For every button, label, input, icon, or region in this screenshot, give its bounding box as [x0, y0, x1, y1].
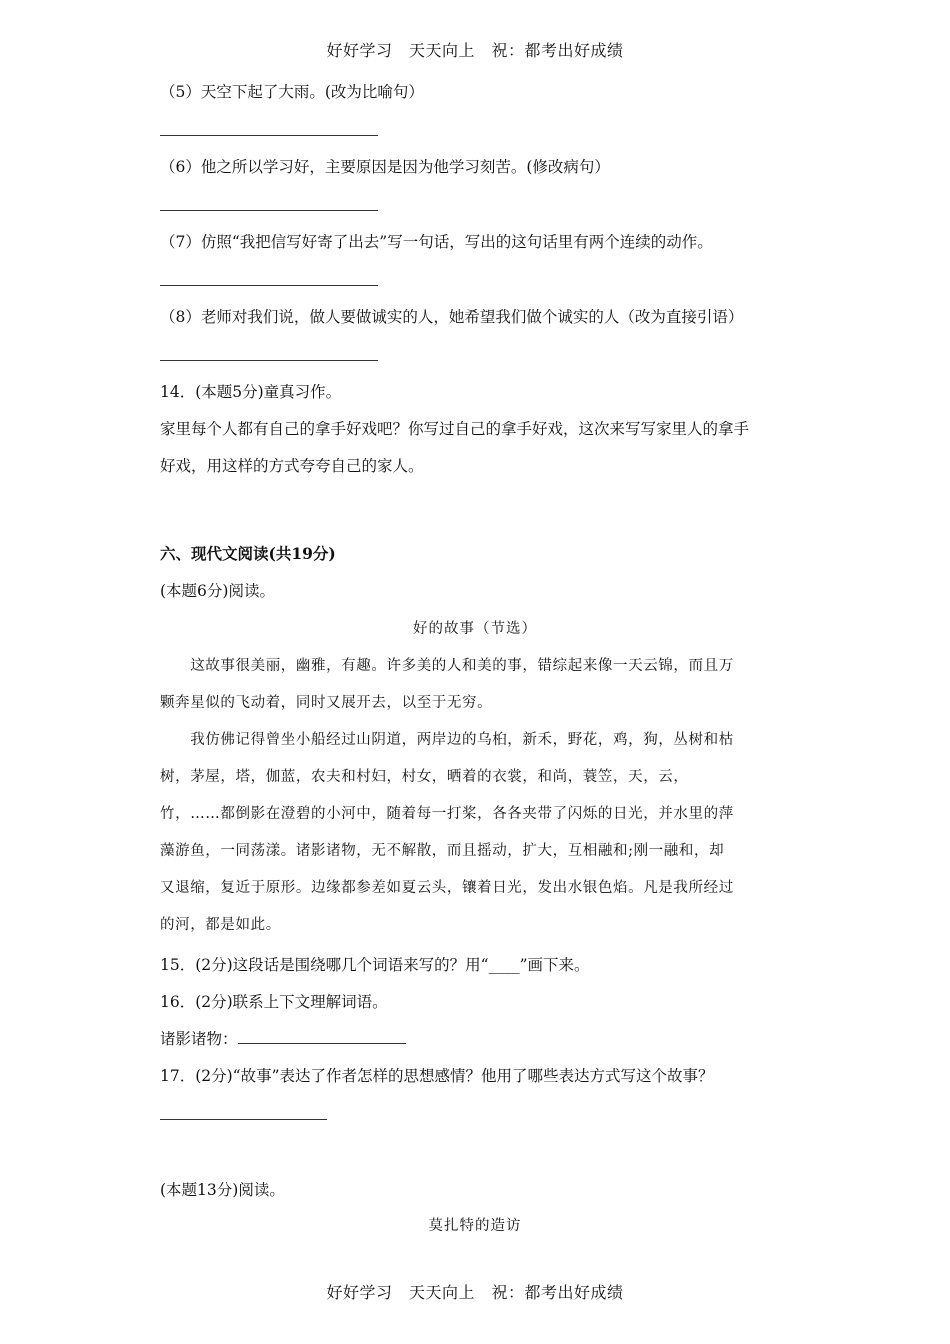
q17-answer-blank[interactable]: [160, 1119, 327, 1120]
passage-line: 竹，……都倒影在澄碧的小河中，随着每一打桨，各各夹带了闪烁的日光，并水里的萍: [160, 806, 734, 822]
q13-item-6: （6）他之所以学习好，主要原因是因为他学习刻苦。(修改病句）: [160, 158, 610, 176]
q14-title: 14．(本题5分)童真习作。: [160, 383, 342, 401]
page-footer: 好好学习 天天向上 祝：都考出好成绩: [326, 1283, 624, 1302]
q14-body-line-2: 好戏，用这样的方式夸夸自己的家人。: [160, 457, 424, 475]
passage-line: 的河，都是如此。: [160, 917, 281, 933]
q16-answer-blank[interactable]: [238, 1029, 406, 1044]
part2-intro: (本题13分)阅读。: [160, 1181, 285, 1199]
q14-body-line-1: 家里每个人都有自己的拿手好戏吧？你写过自己的拿手好戏，这次来写写家里人的拿手: [160, 420, 750, 438]
passage-line: 藻游鱼，一同荡漾。诸影诸物，无不解散，而且摇动，扩大，互相融和;刚一融和，却: [160, 843, 725, 859]
answer-blank-7[interactable]: [160, 285, 378, 286]
q13-item-8: （8）老师对我们说，做人要做诚实的人，她希望我们做个诚实的人（改为直接引语）: [160, 308, 744, 326]
q13-item-7: （7）仿照“我把信写好寄了出去”写一句话，写出的这句话里有两个连续的动作。: [160, 233, 713, 251]
page-header: 好好学习 天天向上 祝：都考出好成绩: [326, 41, 624, 60]
passage-line: 我仿佛记得曾坐小船经过山阴道，两岸边的乌桕，新禾，野花，鸡，狗，丛树和枯: [160, 732, 734, 748]
answer-blank-6[interactable]: [160, 210, 378, 211]
q16-label: 诸影诸物：: [160, 1030, 238, 1048]
answer-blank-8[interactable]: [160, 360, 378, 361]
passage-line: 颗奔星似的飞动着，同时又展开去，以至于无穷。: [160, 695, 493, 711]
q13-item-5: （5）天空下起了大雨。(改为比喻句）: [160, 83, 424, 101]
q17-text: 17．(2分)“故事”表达了作者怎样的思想感情？他用了哪些表达方式写这个故事？: [160, 1067, 714, 1085]
section-6-heading: 六、现代文阅读(共19分): [160, 544, 336, 563]
passage-line: 这故事很美丽，幽雅，有趣。许多美的人和美的事，错综起来像一天云锦，而且万: [160, 658, 734, 674]
q16-text: 16．(2分)联系上下文理解词语。: [160, 993, 388, 1011]
passage-line: 又退缩，复近于原形。边缘都参差如夏云头，镶着日光，发出水银色焰。凡是我所经过: [160, 880, 734, 896]
part1-intro: (本题6分)阅读。: [160, 582, 275, 600]
passage2-title: 莫扎特的造访: [428, 1218, 522, 1234]
answer-blank-5[interactable]: [160, 135, 378, 136]
q15-text: 15．(2分)这段话是围绕哪几个词语来写的？用“____”画下来。: [160, 956, 590, 974]
q16-answer-row: [160, 1027, 406, 1049]
passage-title: 好的故事（节选）: [413, 621, 537, 637]
passage-line: 树，茅屋，塔，伽蓝，农夫和村妇，村女，晒着的衣裳，和尚，蓑笠，天，云，: [160, 769, 689, 785]
